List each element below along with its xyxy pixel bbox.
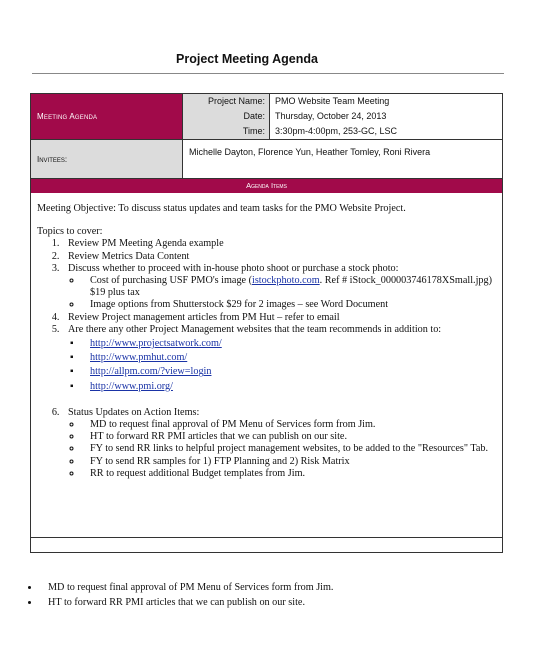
time-label: Time: [242, 126, 265, 136]
meeting-objective: Meeting Objective: To discuss status updates and team tasks for the PMO Website Project. [37, 203, 406, 214]
date-value: Thursday, October 24, 2013 [275, 111, 387, 121]
agenda-table [30, 93, 503, 553]
meeting-agenda-label: Meeting Agenda [31, 94, 183, 139]
list-item-text: Are there any other Project Management websites that the team recommends in addition to: [68, 323, 442, 335]
list-item: ◦ FY to send RR samples for 1) FTP Planning and 2) Risk Matrix [82, 456, 498, 468]
invitees-value: Michelle Dayton, Florence Yun, Heather Tomley, Roni Rivera [189, 147, 431, 157]
list-item: ◦ Image options from Shutterstock $29 for 2 images – see Word Document [82, 299, 498, 311]
list-item [62, 263, 498, 312]
footer-list [28, 580, 333, 610]
agenda-items-header: Agenda Items [31, 179, 502, 193]
list-item: • HT to forward RR PMI articles that we can publish on our site. [40, 595, 333, 610]
action-items-list [68, 419, 498, 480]
project-name-value: PMO Website Team Meeting [275, 96, 390, 106]
pmhut-link[interactable]: http://www.pmhut.com/ [90, 352, 188, 364]
istockphoto-link[interactable]: istockphoto.com [252, 275, 320, 287]
date-label: Date: [243, 111, 265, 121]
sub-list [68, 275, 498, 312]
invitees-label: Invitees: [31, 140, 183, 178]
agenda-body [37, 203, 498, 480]
pmi-link[interactable]: http://www.pmi.org/ [90, 380, 173, 392]
list-item: ◦ RR to request additional Budget templates from Jim. [82, 468, 498, 480]
list-item: ◦ FY to send RR links to helpful project management websites, to be added to the "Resources" Tab. [82, 443, 498, 455]
page-title: Project Meeting Agenda [176, 52, 318, 66]
website-links [68, 338, 498, 393]
title-divider [32, 73, 504, 74]
list-item-text: Cost of purchasing USF PMO's image ( [90, 275, 253, 287]
list-item [82, 275, 498, 299]
projectsatwork-link[interactable]: http://www.projectsatwork.com/ [90, 338, 222, 350]
list-item [62, 407, 498, 480]
list-item-text: Status Updates on Action Items: [68, 406, 200, 418]
topics-label: Topics to cover: [37, 226, 103, 238]
footer-notes [28, 580, 333, 610]
topics-list [37, 238, 498, 480]
list-item-text: Discuss whether to proceed with in-house photo shoot or purchase a stock photo: [68, 262, 399, 274]
list-item: 2. Review Metrics Data Content [62, 251, 498, 263]
list-item-text: . Ref # iStock_000003746178XSmall.jpg) $19 plus tax [90, 275, 492, 299]
header-field-labels [183, 94, 270, 139]
header-field-values [270, 94, 502, 139]
list-item: ◦ MD to request final approval of PM Menu of Services form from Jim. [82, 419, 498, 431]
list-item: 4. Review Project management articles from PM Hut – refer to email [62, 312, 498, 324]
allpm-link[interactable]: http://allpm.com/?view=login [90, 366, 212, 378]
list-item: • MD to request final approval of PM Menu of Services form from Jim. [40, 580, 333, 595]
project-name-label: Project Name: [207, 96, 265, 106]
list-item: 1. Review PM Meeting Agenda example [62, 238, 498, 250]
table-bottom-divider [31, 537, 502, 538]
time-value: 3:30pm-4:00pm, 253-GC, LSC [275, 126, 398, 136]
list-item: ◦ HT to forward RR PMI articles that we can publish on our site. [82, 431, 498, 443]
list-item [62, 324, 498, 407]
